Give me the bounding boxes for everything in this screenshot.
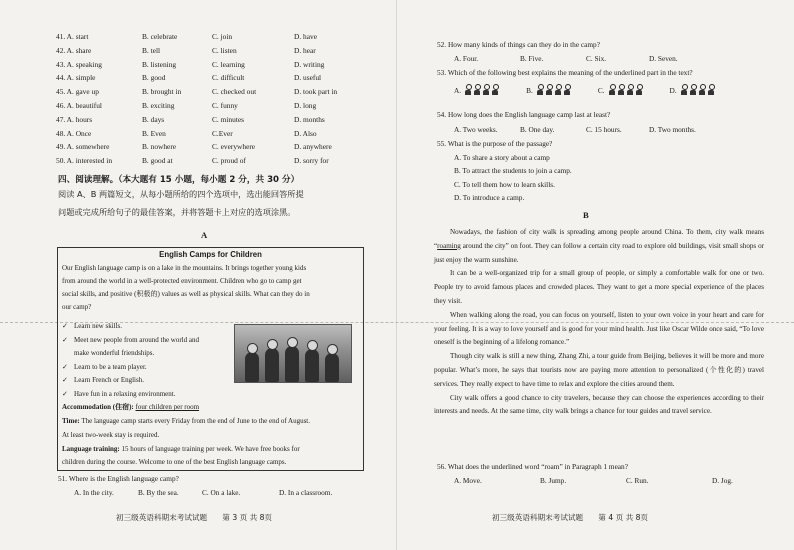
question-53: 53. Which of the following best explains the meaning of the underlined part in the text?: [437, 68, 693, 77]
option-cell: B. exciting: [142, 100, 175, 110]
option-cell: 45. A. gave up: [56, 87, 99, 97]
choice-a: A. Four.: [454, 54, 479, 63]
paragraph-2: It can be a well-organized trip for a small group of people, or simply a comfortable walk for one or two. People try to avoid famous places and crowded places. They want to get a more special experience of the places they visit.: [434, 269, 764, 305]
question-55-choice-a: A. To share a story about a camp: [454, 153, 550, 162]
children-photo: [234, 324, 352, 383]
question-54: 54. How long does the English language camp last at least?: [437, 110, 611, 119]
choice-c: C. On a lake.: [202, 488, 241, 497]
question-54-choices: [454, 125, 696, 134]
choice-a: A. Move.: [454, 476, 482, 485]
option-cell: D. long: [294, 100, 317, 110]
question-55-choice-d: D. To introduce a camp.: [454, 193, 525, 202]
footer-right: 初三级英语科期末考试试题 第 4 页 共 8页: [492, 513, 649, 522]
choice-d: D. Seven.: [649, 54, 678, 63]
option-cell: 49. A. somewhere: [56, 142, 110, 152]
option-row: [56, 127, 386, 141]
option-cell: C. minutes: [212, 114, 245, 124]
choice-c: C.: [598, 84, 644, 96]
paragraph-3: When walking along the road, you can focus on yourself, listen to your own voice in your heart and care for your feeling. It is a way to love yourself and is good for your mind health. Just like Oscar Wilde once said, “To love oneself is the beginning of a lifelong romance.”: [434, 310, 764, 347]
option-cell: 50. A. interested in: [56, 156, 113, 166]
option-cell: C. difficult: [212, 73, 245, 83]
option-cell: 48. A. Once: [56, 128, 92, 138]
option-cell: B. Even: [142, 128, 166, 138]
choice-d: D.: [670, 84, 716, 96]
passage-a-title: English Camps for Children: [159, 250, 262, 259]
question-55-choice-c: C. To tell them how to learn skills.: [454, 180, 555, 189]
group-walking-icon: [608, 84, 644, 96]
option-cell: C. everywhere: [212, 142, 256, 152]
question-52-choices: [454, 54, 678, 63]
passage-b-letter: B: [583, 210, 589, 220]
option-cell: 47. A. hours: [56, 114, 93, 124]
group-walking-icon: [680, 84, 716, 96]
option-cell: C. listen: [212, 45, 237, 55]
question-51-choices: [74, 488, 332, 497]
option-cell: C. proud of: [212, 156, 246, 166]
option-cell: 43. A. speaking: [56, 59, 102, 69]
paragraph-1: Nowadays, the fashion of city walk is spreading among people around China. To them, city walk means “roaming around the city” on foot. They can follow a certain city road to explore old buildings, visit small shops or just enjoy the warm sunshine.: [434, 228, 765, 264]
passage-a-letter: A: [201, 230, 208, 240]
passage-a-intro-4: our camp?: [62, 303, 92, 311]
section-4-instructions-1: 阅读 A、B 两篇短文，从每小题所给的四个选项中，选出能回答所提: [58, 189, 304, 199]
choice-a: A. Two weeks.: [454, 125, 498, 134]
footer-left: 初三级英语科期末考试试题 第 3 页 共 8页: [116, 513, 273, 522]
option-cell: C. funny: [212, 100, 238, 110]
check-icon: ✓: [62, 376, 68, 384]
choice-d: D. Jog.: [712, 476, 733, 485]
passage-b: [434, 226, 764, 419]
cloze-options: [56, 30, 386, 168]
passage-a-intro-1: Our English language camp is on a lake in the mountains. It brings together young kids: [62, 264, 307, 272]
underlined-roaming: roaming: [437, 241, 461, 250]
option-row: [56, 113, 386, 127]
question-53-choices: [454, 84, 742, 96]
question-55: 55. What is the purpose of the passage?: [437, 139, 553, 148]
option-cell: B. listening: [142, 59, 177, 69]
group-walking-icon: [536, 84, 572, 96]
list-item: make wonderful friendships.: [74, 349, 155, 357]
choice-d: D. Two months.: [649, 125, 696, 134]
check-icon: ✓: [62, 335, 68, 344]
option-cell: D. have: [294, 32, 317, 41]
option-row: [56, 44, 386, 58]
section-4-title: 四、阅读理解。（本大题有 15 小题，每小题 2 分，共 30 分）: [58, 175, 300, 185]
group-walking-icon: [464, 84, 500, 96]
option-cell: 46. A. beautiful: [56, 100, 102, 110]
time-line-1: Time: The language camp starts every Friday from the end of June to the end of August.: [62, 417, 310, 425]
choice-b: B. Five.: [520, 54, 544, 63]
option-row: [56, 154, 386, 168]
paragraph-5: City walk offers a good chance to city travelers, because they can choose the experiences according to their interests and needs. At the same time, city walk brings a chance for tour guides and travel service.: [434, 393, 764, 416]
question-55-choice-b: B. To attract the students to join a camp.: [454, 166, 572, 175]
option-cell: 42. A. share: [56, 45, 92, 55]
question-51: 51. Where is the English language camp?: [58, 474, 179, 483]
passage-a-intro-3: social skills, and positive (积极的) values as well as physical skills. What can they do in: [62, 290, 310, 298]
choice-b: B. One day.: [520, 125, 555, 134]
option-cell: B. celebrate: [142, 32, 178, 41]
option-cell: B. days: [142, 114, 165, 124]
list-item: ✓ Have fun in a relaxing environment.: [62, 388, 232, 402]
option-cell: D. writing: [294, 59, 325, 69]
paragraph-4: Though city walk is still a new thing, Zhang Zhi, a tour guide from Beijing, believes it will be more and more popular. What’s more, he says that tourists now are paying more attention to personalized (个性化的) travel services. They really expect to have time to relax and explore the cities around them.: [434, 352, 764, 388]
section-4-instructions-2: 问题或完成所给句子的最佳答案，并将答题卡上对应的选项涂黑。: [58, 207, 296, 217]
option-cell: 41. A. start: [56, 32, 89, 41]
choice-a: A. In the city.: [74, 488, 114, 497]
option-cell: C.Ever: [212, 128, 233, 138]
choice-c: C. 15 hours.: [586, 125, 622, 134]
option-row: [56, 30, 386, 44]
list-item: ✓ Learn French or English.: [62, 374, 232, 388]
choice-c: C. Run.: [626, 476, 649, 485]
option-cell: D. anywhere: [294, 142, 332, 152]
option-cell: D. useful: [294, 73, 322, 83]
option-cell: C. learning: [212, 59, 245, 69]
option-cell: B. good at: [142, 156, 173, 166]
check-icon: ✓: [62, 322, 68, 330]
choice-a: A.: [454, 84, 500, 96]
option-row: [56, 140, 386, 154]
passage-a-box: [57, 247, 364, 471]
list-item: ✓ Learn to be a team player.: [62, 361, 232, 375]
option-cell: B. brought in: [142, 87, 182, 97]
training-line-1: Language training: 15 hours of language training per week. We have free books for: [62, 445, 300, 453]
option-cell: B. tell: [142, 45, 161, 55]
time-line-2: At least two-week stay is required.: [62, 431, 160, 439]
question-56: 56. What does the underlined word “roam” in Paragraph 1 mean?: [437, 462, 628, 471]
option-row: [56, 58, 386, 72]
option-row: [56, 99, 386, 113]
question-52: 52. How many kinds of things can they do in the camp?: [437, 40, 600, 49]
option-cell: D. hear: [294, 45, 316, 55]
choice-c: C. Six.: [586, 54, 607, 63]
option-cell: C. join: [212, 32, 233, 41]
list-item: ✓ Meet new people from around the world and: [62, 334, 232, 348]
passage-a-intro-2: from around the world in a well-protected environment. Children who go to camp get: [62, 277, 302, 285]
training-line-2: children during the course. Welcome to one of the best English language camps.: [62, 458, 287, 466]
check-icon: ✓: [62, 389, 68, 398]
choice-b: B. By the sea.: [138, 488, 179, 497]
choice-d: D. In a classroom.: [279, 488, 333, 497]
list-item: ✓ Learn new skills.: [62, 320, 232, 334]
choice-b: B.: [526, 84, 572, 96]
option-row: [56, 85, 386, 99]
camp-activity-list: [62, 320, 232, 401]
check-icon: ✓: [62, 362, 68, 371]
option-cell: B. nowhere: [142, 142, 177, 152]
option-cell: B. good: [142, 73, 166, 83]
option-cell: D. Also: [294, 128, 317, 138]
question-56-choices: [454, 476, 733, 485]
option-cell: C. checked out: [212, 87, 257, 97]
option-cell: D. took part in: [294, 87, 338, 97]
choice-b: B. Jump.: [540, 476, 567, 485]
option-cell: D. sorry for: [294, 156, 329, 166]
option-cell: 44. A. simple: [56, 73, 96, 83]
option-row: [56, 71, 386, 85]
option-cell: D. months: [294, 114, 325, 124]
accommodation-line: Accommodation (住宿): four children per room: [62, 403, 200, 411]
